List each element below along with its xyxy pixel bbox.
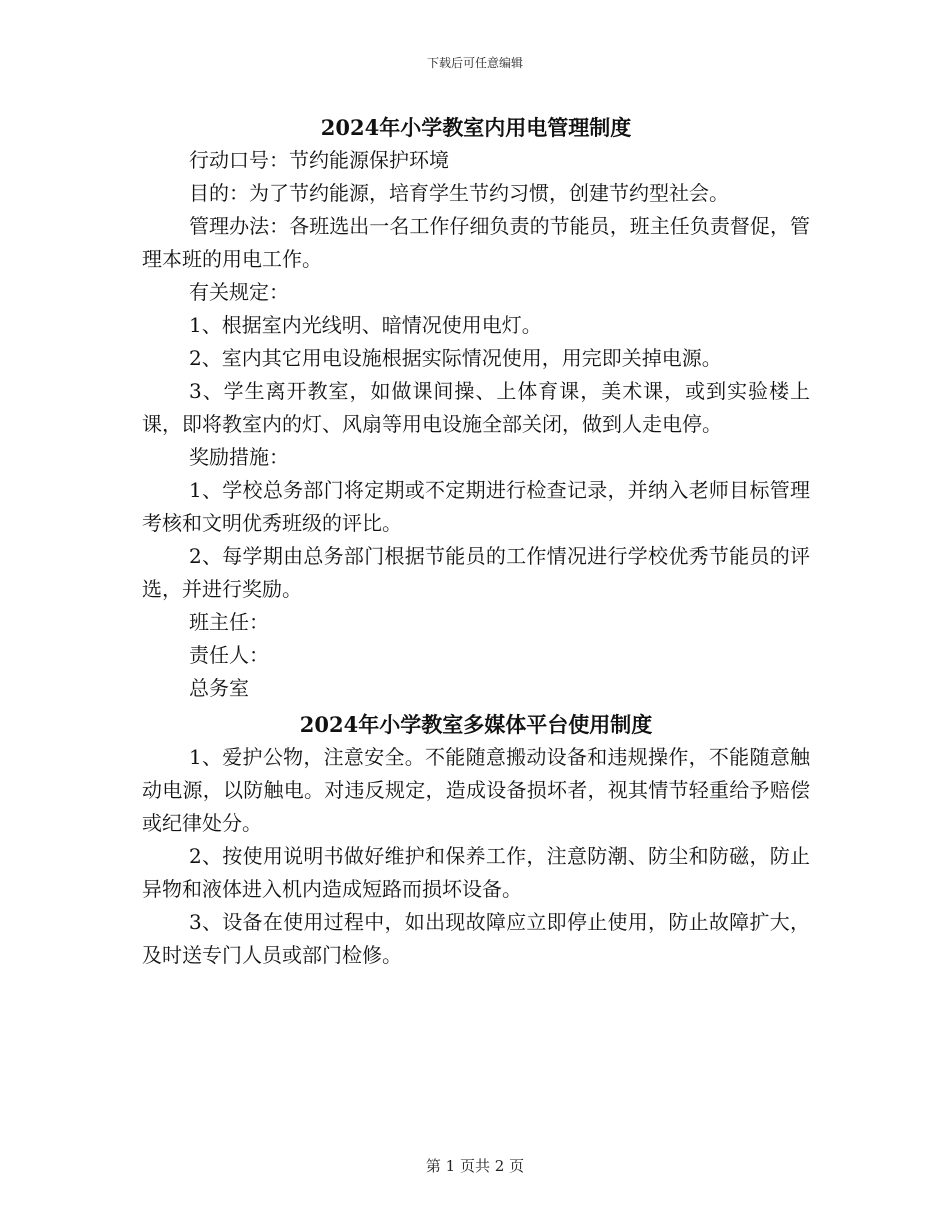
paragraph: 责任人： [189, 643, 269, 667]
paragraph: 行动口号：节约能源保护环境 [189, 148, 449, 172]
paragraph: 1、根据室内光线明、暗情况使用电灯。 [189, 313, 542, 337]
paragraph: 管理办法：各班选出一名工作仔细负责的节能员，班主任负责督促，管理本班的用电工作。 [142, 214, 810, 271]
section-title-electricity: 2024年小学教室内用电管理制度 [320, 115, 632, 140]
paragraph: 有关规定： [189, 280, 289, 304]
section-title-multimedia: 2024年小学教室多媒体平台使用制度 [299, 712, 653, 737]
page-header: 下载后可任意编辑 [426, 56, 523, 70]
paragraph: 2、按使用说明书做好维护和保养工作，注意防潮、防尘和防磁，防止异物和液体进入机内造成短路而损坏设备。 [142, 844, 810, 901]
page-footer: 第 1 页共 2 页 [425, 1157, 525, 1175]
paragraph: 1、爱护公物，注意安全。不能随意搬动设备和违规操作，不能随意触动电源，以防触电。对违反规定，造成设备损坏者，视其情节轻重给予赔偿或纪律处分。 [142, 745, 810, 835]
paragraph: 3、学生离开教室，如做课间操、上体育课，美术课，或到实验楼上课，即将教室内的灯、风扇等用电设施全部关闭，做到人走电停。 [142, 379, 810, 436]
paragraph: 1、学校总务部门将定期或不定期进行检查记录，并纳入老师目标管理考核和文明优秀班级的评比。 [142, 478, 810, 535]
paragraph: 奖励措施： [189, 445, 289, 469]
paragraph: 总务室 [189, 676, 249, 700]
paragraph: 2、每学期由总务部门根据节能员的工作情况进行学校优秀节能员的评选，并进行奖励。 [142, 544, 810, 601]
paragraph: 班主任： [189, 610, 269, 634]
paragraph: 目的：为了节约能源，培育学生节约习惯，创建节约型社会。 [189, 181, 729, 205]
document-body [142, 112, 810, 972]
paragraph: 2、室内其它用电设施根据实际情况使用，用完即关掉电源。 [189, 346, 722, 370]
paragraph: 3、设备在使用过程中，如出现故障应立即停止使用，防止故障扩大，及时送专门人员或部门检修。 [142, 910, 810, 967]
